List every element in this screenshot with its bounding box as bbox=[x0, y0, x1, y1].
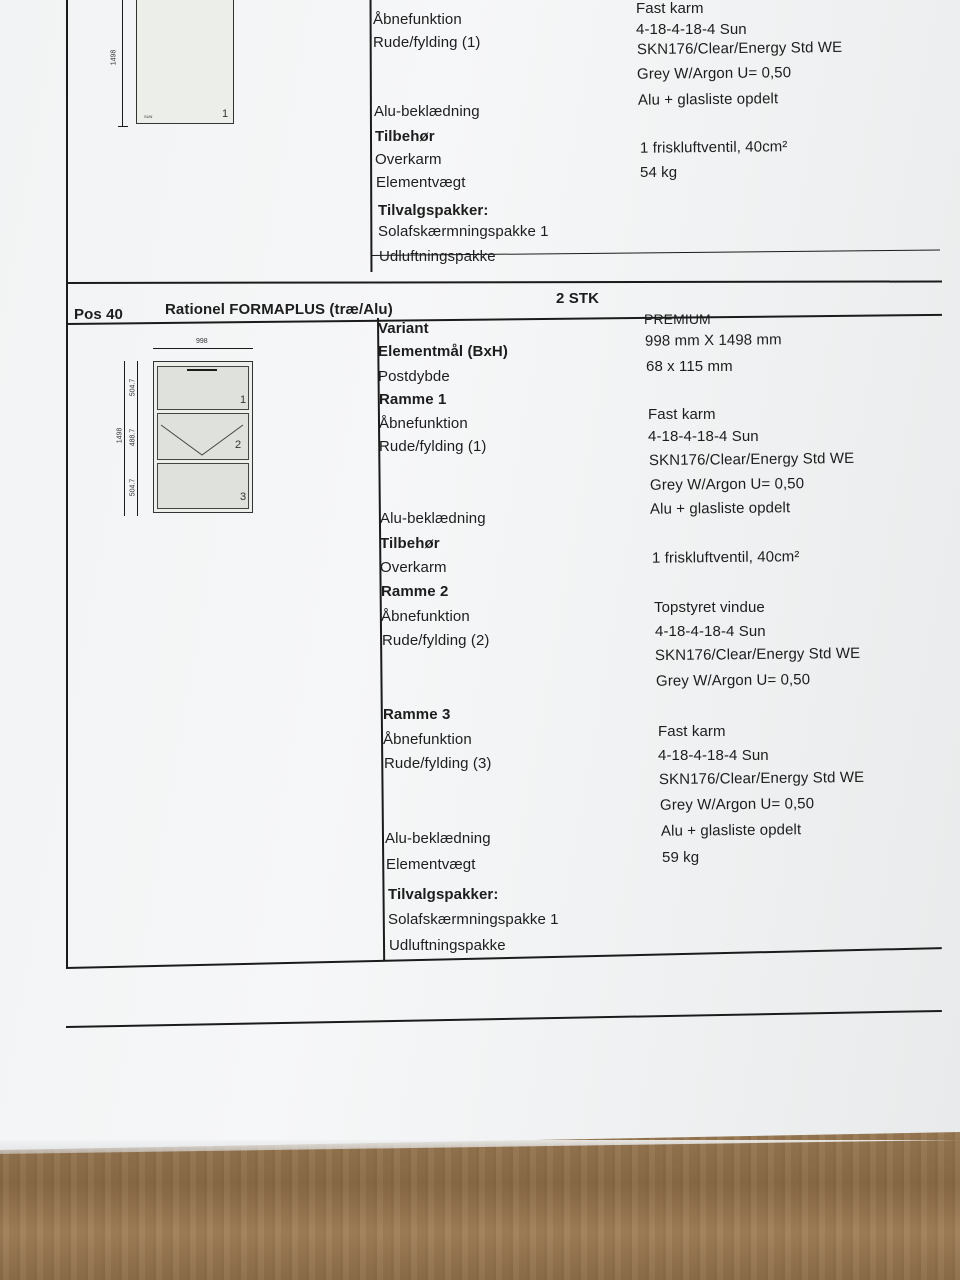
label-elementvaegt: Elementvægt bbox=[376, 174, 466, 191]
width-dimension-line bbox=[153, 348, 253, 349]
pane-1 bbox=[157, 366, 249, 410]
label-tilvalgspakker: Tilvalgspakker: bbox=[388, 886, 499, 903]
value-alu1: Alu + glasliste opdelt bbox=[649, 499, 791, 518]
label-aabnefunktion: Åbnefunktion bbox=[373, 11, 462, 28]
label-elementmaal: Elementmål (BxH) bbox=[378, 343, 508, 360]
value-rude1-line2: SKN176/Clear/Energy Std WE bbox=[648, 449, 855, 470]
sub-dimension-line bbox=[137, 361, 138, 516]
label-rude: Rude/fylding (1) bbox=[373, 34, 481, 51]
value-rude1-line1: 4-18-4-18-4 Sun bbox=[648, 428, 759, 445]
label-ramme3: Ramme 3 bbox=[383, 706, 451, 723]
label-overkarm: Overkarm bbox=[380, 559, 447, 576]
label-pakke2: Udluftningspakke bbox=[389, 937, 506, 954]
label-aabne2: Åbnefunktion bbox=[381, 608, 470, 625]
value-rude2-line1: 4-18-4-18-4 Sun bbox=[655, 623, 766, 640]
label-rude1: Rude/fylding (1) bbox=[379, 438, 487, 455]
product-name: Rationel FORMAPLUS (træ/Alu) bbox=[165, 301, 393, 318]
label-ramme1: Ramme 1 bbox=[379, 391, 447, 408]
value-aabnefunktion: Fast karm bbox=[636, 0, 704, 17]
value-variant: PREMIUM bbox=[644, 311, 711, 327]
pane-3 bbox=[157, 463, 249, 509]
value-rude3-line3: Grey W/Argon U= 0,50 bbox=[659, 795, 815, 814]
pane-number-label: 1 bbox=[222, 108, 229, 120]
height-dimension-label: 1498 bbox=[110, 49, 118, 66]
label-alu1: Alu-beklædning bbox=[380, 510, 486, 527]
pos40-window-drawing bbox=[112, 336, 262, 521]
value-elementvaegt: 54 kg bbox=[640, 164, 678, 181]
height-dimension-label: 1498 bbox=[116, 427, 124, 444]
height-dimension-tick bbox=[118, 126, 128, 127]
value-rude2-line2: SKN176/Clear/Energy Std WE bbox=[654, 644, 861, 665]
height-dimension-line bbox=[124, 361, 125, 516]
pane3-height-label: 504.7 bbox=[129, 478, 137, 497]
value-rude2-line3: Grey W/Argon U= 0,50 bbox=[655, 671, 811, 690]
label-overkarm: Overkarm bbox=[375, 151, 442, 168]
value-rude1-line3: Grey W/Argon U= 0,50 bbox=[649, 475, 805, 494]
label-pakke2: Udluftningspakke bbox=[379, 248, 496, 265]
value-aabne2: Topstyret vindue bbox=[654, 599, 765, 616]
value-rude3-line2: SKN176/Clear/Energy Std WE bbox=[658, 768, 865, 789]
label-rude3: Rude/fylding (3) bbox=[384, 755, 492, 772]
pane1-height-label: 504.7 bbox=[129, 378, 137, 397]
label-ramme2: Ramme 2 bbox=[381, 583, 449, 600]
label-tilbehor: Tilbehør bbox=[375, 128, 435, 145]
width-dimension-label: 998 bbox=[196, 338, 208, 345]
window-frame bbox=[136, 0, 234, 124]
left-border bbox=[66, 0, 68, 968]
pane2-height-label: 488.7 bbox=[129, 428, 137, 447]
value-rude3-line1: 4-18-4-18-4 Sun bbox=[658, 747, 769, 764]
value-rude-line3: Grey W/Argon U= 0,50 bbox=[636, 64, 792, 83]
pane1-number: 1 bbox=[240, 394, 247, 406]
value-rude-line1: 4-18-4-18-4 Sun bbox=[636, 21, 747, 38]
value-elementmaal: 998 mm X 1498 mm bbox=[644, 331, 782, 350]
label-pakke1: Solafskærmningspakke 1 bbox=[378, 223, 549, 240]
top-window-drawing bbox=[112, 0, 242, 130]
label-aabne1: Åbnefunktion bbox=[379, 415, 468, 432]
value-overkarm: 1 friskluftventil, 40cm² bbox=[651, 548, 800, 567]
pane3-number: 3 bbox=[240, 491, 247, 503]
height-dimension-line bbox=[122, 0, 123, 126]
label-elementvaegt: Elementvægt bbox=[386, 856, 476, 873]
value-elementvaegt: 59 kg bbox=[662, 849, 700, 866]
pos-number: Pos 40 bbox=[74, 306, 123, 323]
value-alu3: Alu + glasliste opdelt bbox=[660, 821, 802, 840]
label-alu3: Alu-beklædning bbox=[385, 830, 491, 847]
value-aabne3: Fast karm bbox=[658, 723, 726, 740]
label-pakke1: Solafskærmningspakke 1 bbox=[388, 911, 559, 928]
value-overkarm: 1 friskluftventil, 40cm² bbox=[639, 138, 788, 157]
label-postdybde: Postdybde bbox=[378, 368, 450, 385]
pane2-number: 2 bbox=[235, 439, 242, 451]
value-rude-line2: SKN176/Clear/Energy Std WE bbox=[636, 38, 843, 59]
label-tilvalgspakker: Tilvalgspakker: bbox=[378, 202, 489, 219]
vent-mark bbox=[187, 369, 217, 371]
label-tilbehor: Tilbehør bbox=[380, 535, 440, 552]
value-alu: Alu + glasliste opdelt bbox=[637, 90, 779, 109]
label-alu: Alu-beklædning bbox=[374, 103, 480, 120]
quantity: 2 STK bbox=[556, 290, 600, 307]
label-rude2: Rude/fylding (2) bbox=[382, 632, 490, 649]
top-hung-opening-mark bbox=[157, 413, 247, 458]
value-postdybde: 68 x 115 mm bbox=[646, 358, 733, 375]
label-aabne3: Åbnefunktion bbox=[383, 731, 472, 748]
label-variant: Variant bbox=[378, 320, 429, 337]
value-aabne1: Fast karm bbox=[648, 406, 716, 423]
sun-mark: SUN bbox=[144, 114, 153, 119]
